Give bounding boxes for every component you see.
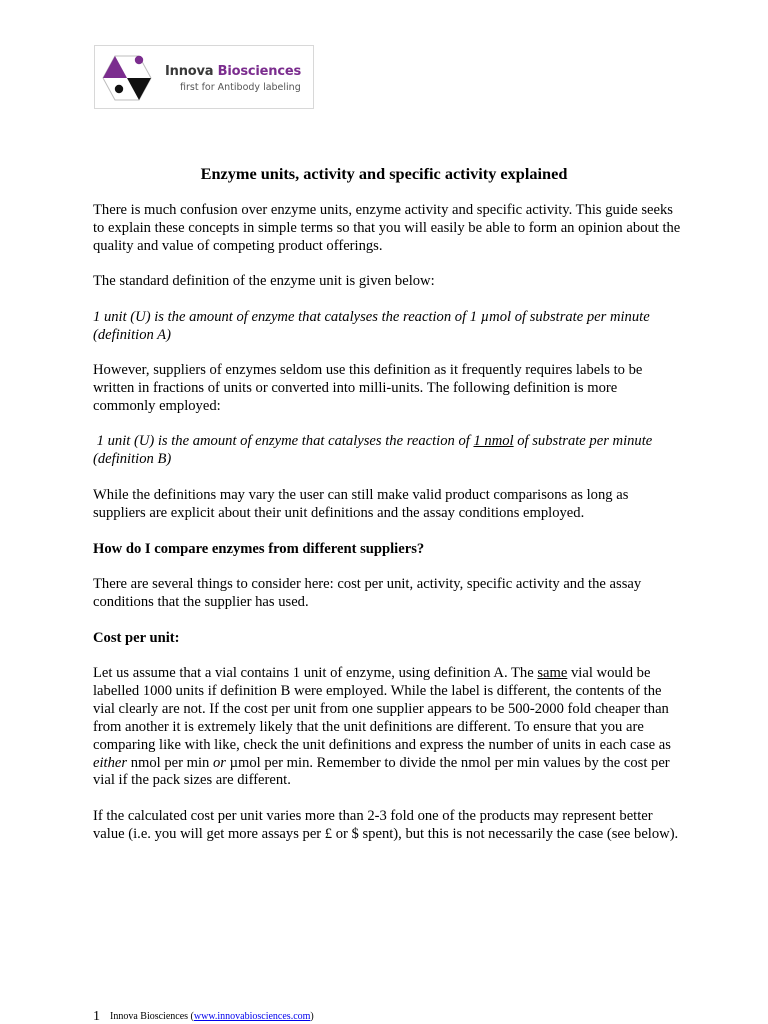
logo-hexagon-icon [101,52,153,104]
suppliers-paragraph: However, suppliers of enzymes seldom use this definition as it frequently requires labels to be written in fractions of units or converted into milli-units. The following definition is more commonly employed: [93,362,643,414]
section-heading-compare: How do I compare enzymes from different suppliers? [93,541,425,557]
footer-website-link[interactable]: www.innovabiosciences.com [193,1011,311,1022]
company-logo [94,45,314,109]
cost-text-4: µmol per min. Remember to divide the nmol per min values by the cost per vial if the pack sizes are different. [93,754,670,789]
definition-b [93,433,683,469]
definition-b-unit: 1 nmol [473,433,514,449]
brand-tagline: first for Antibody labeling [180,82,301,93]
standard-definition-intro: The standard definition of the enzyme unit is given below: [93,273,435,289]
definition-a: 1 unit (U) is the amount of enzyme that catalyses the reaction of 1 µmol of substrate per minute (definition A) [93,309,650,343]
cost-text-3: nmol per min [127,754,213,771]
considerations-paragraph: There are several things to consider here: cost per unit, activity, specific activity and the assay conditions that the supplier has used. [93,576,642,610]
page-footer [93,1010,314,1023]
cost-per-unit-paragraph [93,665,683,790]
comparison-paragraph: While the definitions may vary the user can still make valid product comparisons as long as suppliers are explicit about their unit definitions and the assay conditions employed. [93,487,629,521]
cost-text-same: same [537,665,568,681]
cost-text-or: or [212,754,226,771]
brand-name [165,64,301,79]
footer-company: Innova Biosciences ( [110,1011,194,1022]
value-paragraph: If the calculated cost per unit varies more than 2-3 fold one of the products may represent better value (i.e. you will get more assays per £ or $ spent), but this is not necessarily the case (see below). [93,808,679,842]
brand-word-innova: Innova [165,64,214,79]
definition-b-text-end: of substrate per minute (definition B) [93,433,656,467]
intro-paragraph: There is much confusion over enzyme units, enzyme activity and specific activity. This guide seeks to explain these concepts in simple terms so that you will easily be able to form an opinion about the quality and value of competing product offerings. [93,202,681,254]
cost-text-1: Let us assume that a vial contains 1 unit of enzyme, using definition A. The [93,665,538,681]
document-title: Enzyme units, activity and specific activity explained [200,164,568,183]
brand-word-biosciences: Biosciences [217,64,301,79]
definition-b-text: 1 unit (U) is the amount of enzyme that catalyses the reaction of [93,433,474,449]
cost-text-either: either [93,754,128,771]
section-heading-cost: Cost per unit: [93,630,180,646]
page-number: 1 [93,1009,100,1024]
cost-text-2: vial would be labelled 1000 units if definition B were employed. While the label is different, the contents of the vial clearly are not. If the cost per unit from one supplier appears to be 500-2000 fold cheaper than from another it is extremely likely that the unit definitions are different. To ensure that you are comparing like with like, check the unit definitions and express the number of units in each case as [93,665,671,753]
footer-close-paren: ) [310,1011,314,1022]
